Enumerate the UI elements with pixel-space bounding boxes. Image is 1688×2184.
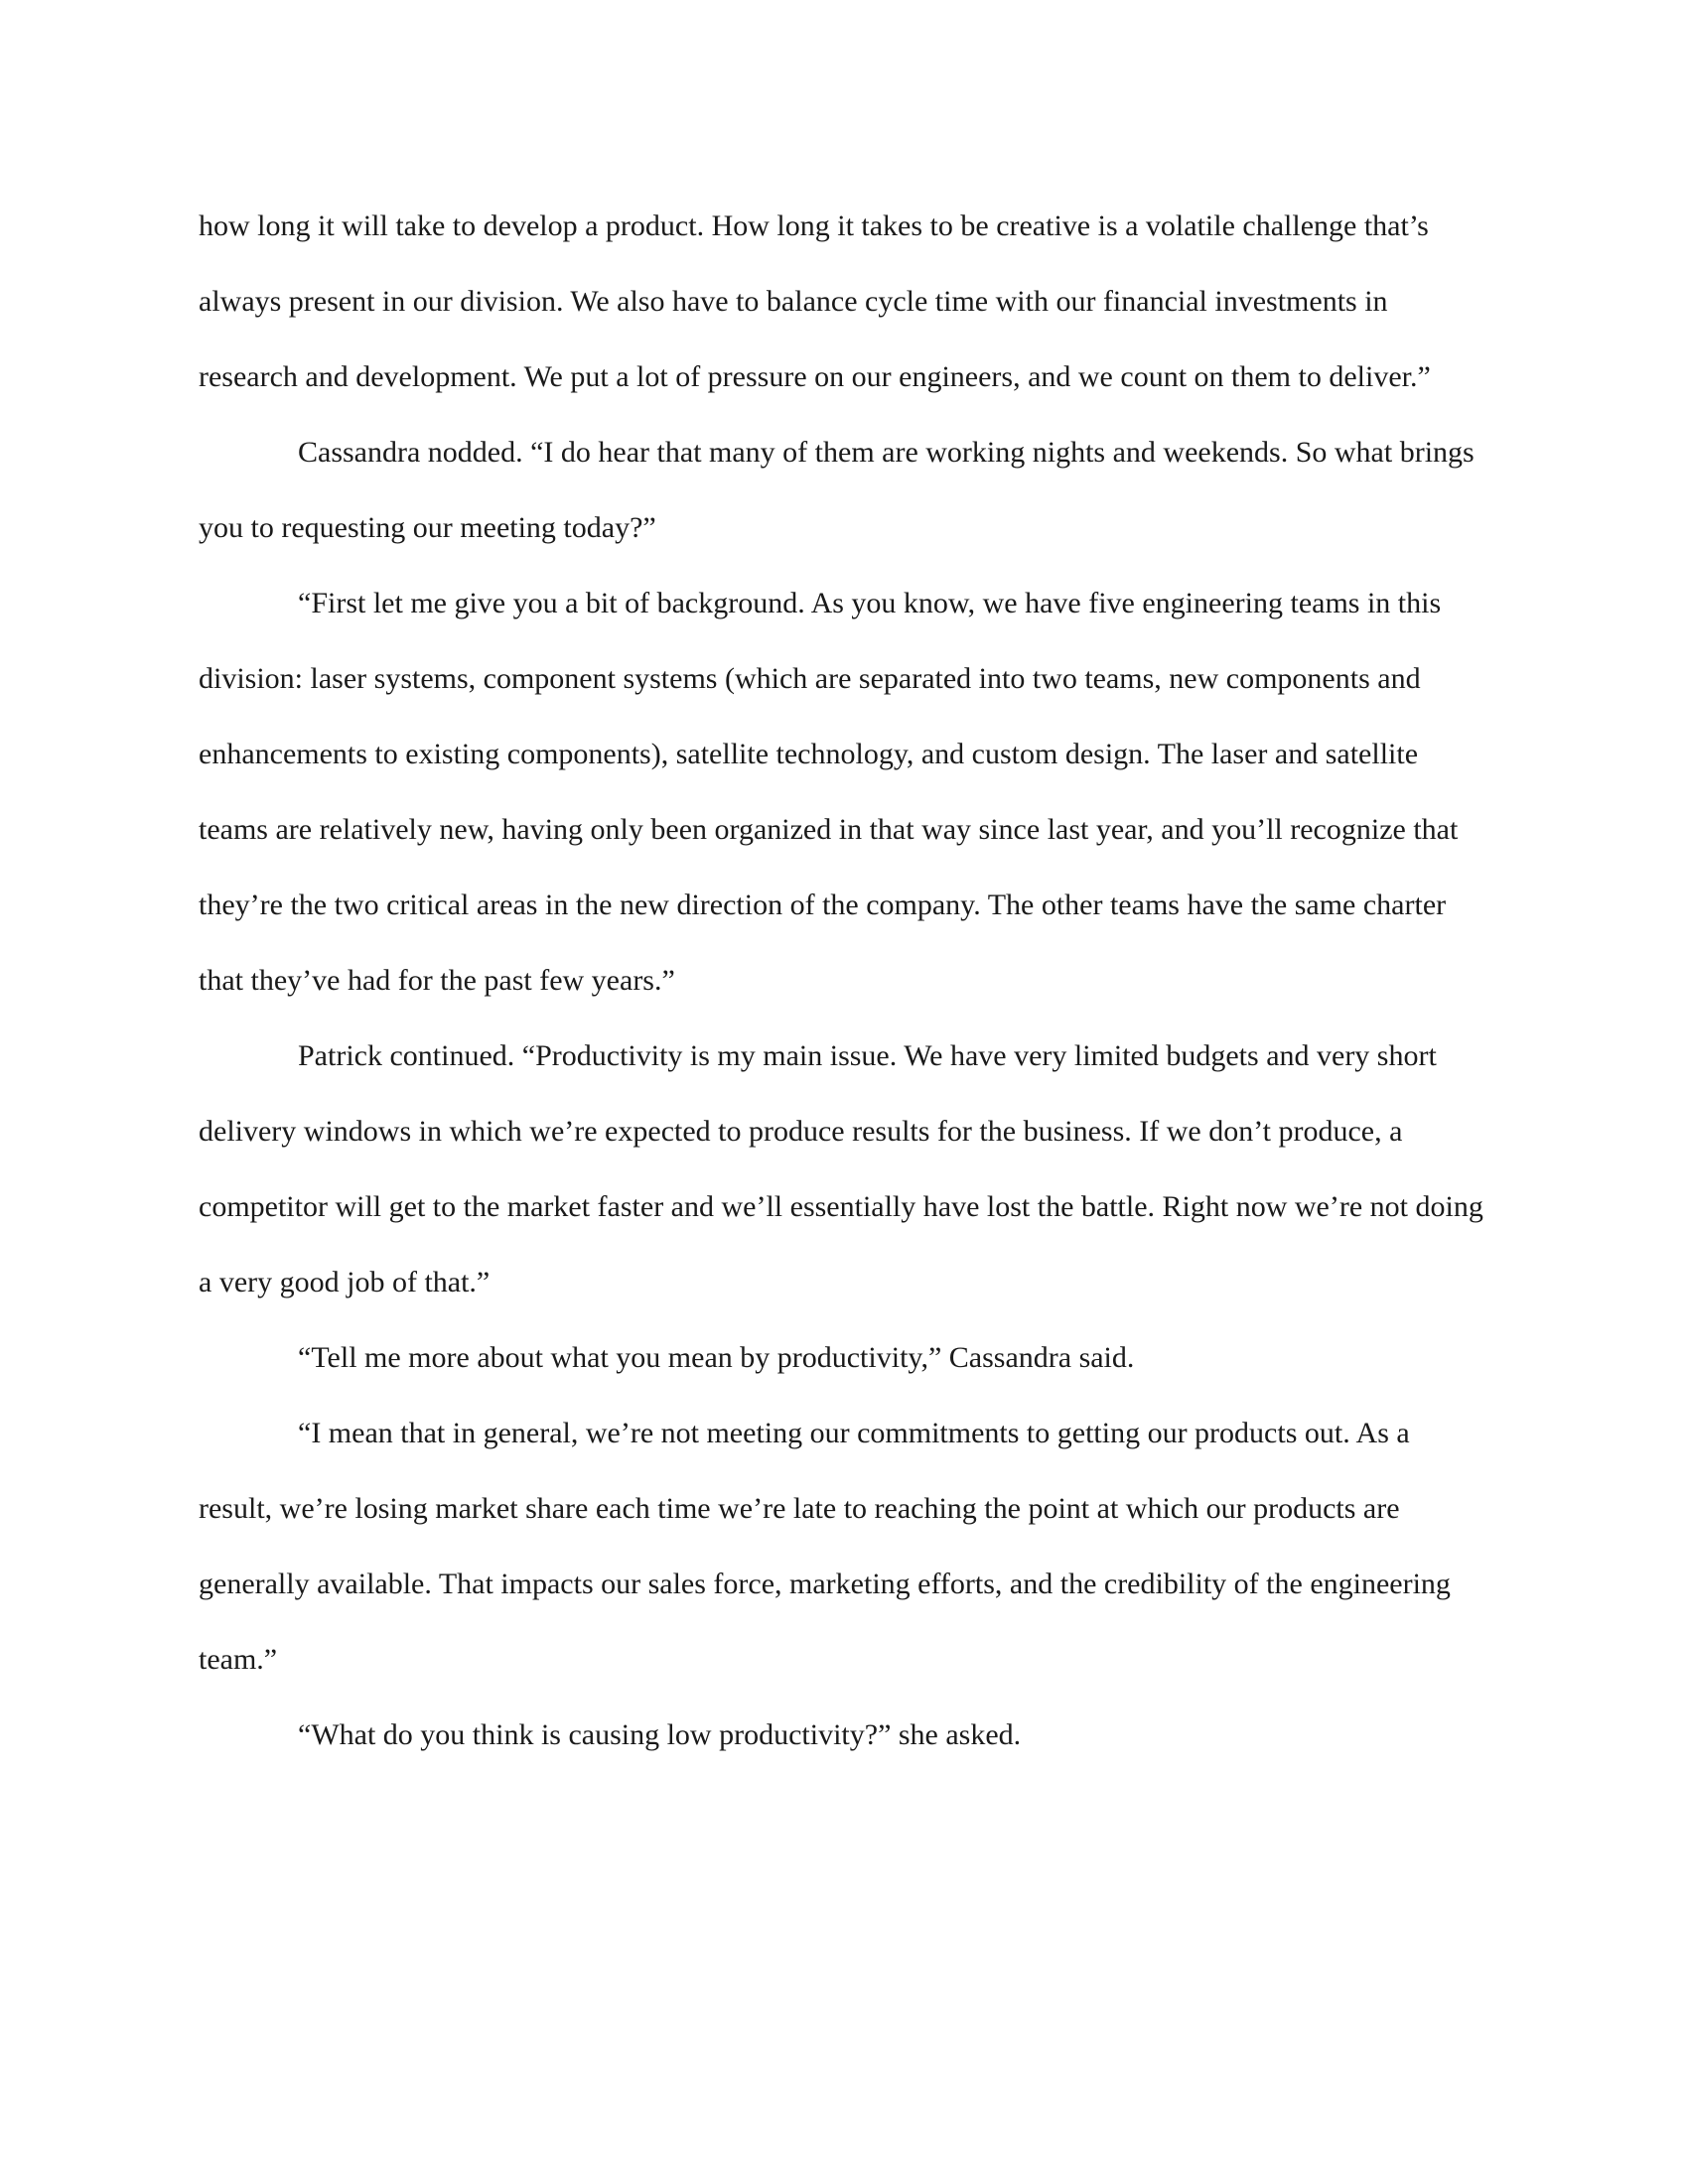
paragraph-3: “First let me give you a bit of background. As you know, we have five engineering teams in this division: laser systems, component systems (which are separated into two teams, new components and enhancements to existing components), satellite technology, and custom design. The laser and satellite teams are relatively new, having only been organized in that way since last year, and you’ll recognize that they’re the two critical areas in the new direction of the company. The other teams have the same charter that they’ve had for the past few years.” bbox=[199, 587, 1459, 997]
paragraph-1: how long it will take to develop a product. How long it takes to be creative is a volatile challenge that’s always present in our division. We also have to balance cycle time with our financial investments in research and development. We put a lot of pressure on our engineers, and we count on them to deliver.” bbox=[199, 209, 1431, 393]
body-text bbox=[199, 189, 1489, 1773]
paragraph-5: “Tell me more about what you mean by productivity,” Cassandra said. bbox=[298, 1341, 1135, 1374]
paragraph-2: Cassandra nodded. “I do hear that many of them are working nights and weekends. So what brings you to requesting our meeting today?” bbox=[199, 436, 1475, 544]
paragraph-6: “I mean that in general, we’re not meeting our commitments to getting our products out. As a result, we’re losing market share each time we’re late to reaching the point at which our products are generally available. That impacts our sales force, marketing efforts, and the credibility of the engineering team.” bbox=[199, 1417, 1451, 1676]
paragraph-7: “What do you think is causing low productivity?” she asked. bbox=[298, 1718, 1022, 1751]
paragraph-4: Patrick continued. “Productivity is my main issue. We have very limited budgets and very short delivery windows in which we’re expected to produce results for the business. If we don’t produce, a competitor will get to the market faster and we’ll essentially have lost the battle. Right now we’re not doing a very good job of that.” bbox=[199, 1039, 1483, 1298]
